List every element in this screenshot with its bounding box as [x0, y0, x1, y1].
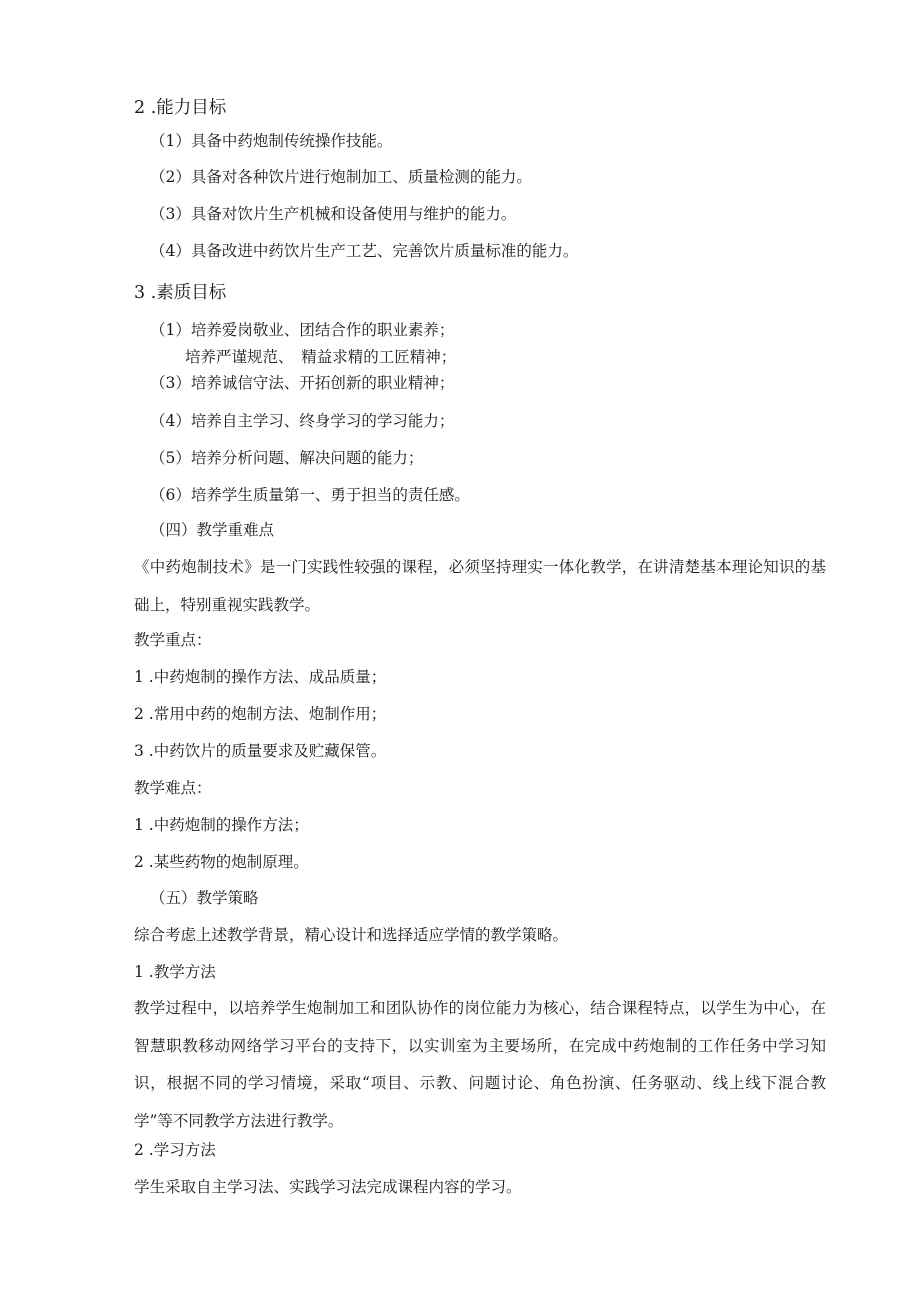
- section-heading-strategy: （五）教学策略: [150, 889, 259, 907]
- section-heading-ability: 2 .能力目标: [134, 98, 227, 118]
- quality-item: 培养严谨规范、 精益求精的工匠精神；: [185, 348, 457, 366]
- ability-item: （4）具备改进中药饮片生产工艺、完善饮片质量标准的能力。: [150, 242, 579, 260]
- difficulty-item: 2 .某些药物的炮制原理。: [134, 853, 309, 871]
- difficulty-label: 教学难点：: [134, 779, 212, 797]
- key-points-intro: 《中药炮制技术》是一门实践性较强的课程，必须坚持理实一体化教学，在讲清楚基本理论知识的基础上，特别重视实践教学。: [134, 558, 826, 614]
- learning-heading: 2 .学习方法: [134, 1141, 216, 1159]
- section-heading-key-points: （四）教学重难点: [150, 521, 275, 539]
- methods-text: 教学过程中，以培养学生炮制加工和团队协作的岗位能力为核心，结合课程特点，以学生为中心，在智慧职教移动网络学习平台的支持下，以实训室为主要场所，在完成中药炮制的工作任务中学习知识，根据不同的学习情境，采取“项目、示教、问题讨论、角色扮演、任务驱动、线上线下混合教学”等不同教学方法进行教学。: [134, 999, 826, 1130]
- focus-item: 1 .中药炮制的操作方法、成品质量；: [134, 668, 387, 686]
- focus-item: 2 .常用中药的炮制方法、炮制作用；: [134, 705, 387, 723]
- focus-label: 教学重点：: [134, 631, 212, 649]
- quality-item: （4）培养自主学习、终身学习的学习能力；: [150, 412, 455, 430]
- ability-item: （1）具备中药炮制传统操作技能。: [150, 132, 393, 150]
- learning-text: 学生采取自主学习法、实践学习法完成课程内容的学习。: [134, 1178, 522, 1196]
- quality-item: （5）培养分析问题、解决问题的能力；: [150, 449, 424, 467]
- quality-item: （3）培养诚信守法、开拓创新的职业精神；: [150, 374, 455, 392]
- strategy-intro: 综合考虑上述教学背景，精心设计和选择适应学情的教学策略。: [134, 926, 569, 944]
- quality-item: （6）培养学生质量第一、勇于担当的责任感。: [150, 486, 470, 504]
- section-heading-quality: 3 .素质目标: [134, 283, 227, 303]
- ability-item: （3）具备对饮片生产机械和设备使用与维护的能力。: [150, 205, 517, 223]
- quality-item: （1）培养爱岗敬业、团结合作的职业素养；: [150, 321, 455, 339]
- difficulty-item: 1 .中药炮制的操作方法；: [134, 816, 309, 834]
- ability-item: （2）具备对各种饮片进行炮制加工、质量检测的能力。: [150, 168, 532, 186]
- methods-heading: 1 .教学方法: [134, 963, 216, 981]
- focus-item: 3 .中药饮片的质量要求及贮藏保管。: [134, 742, 387, 760]
